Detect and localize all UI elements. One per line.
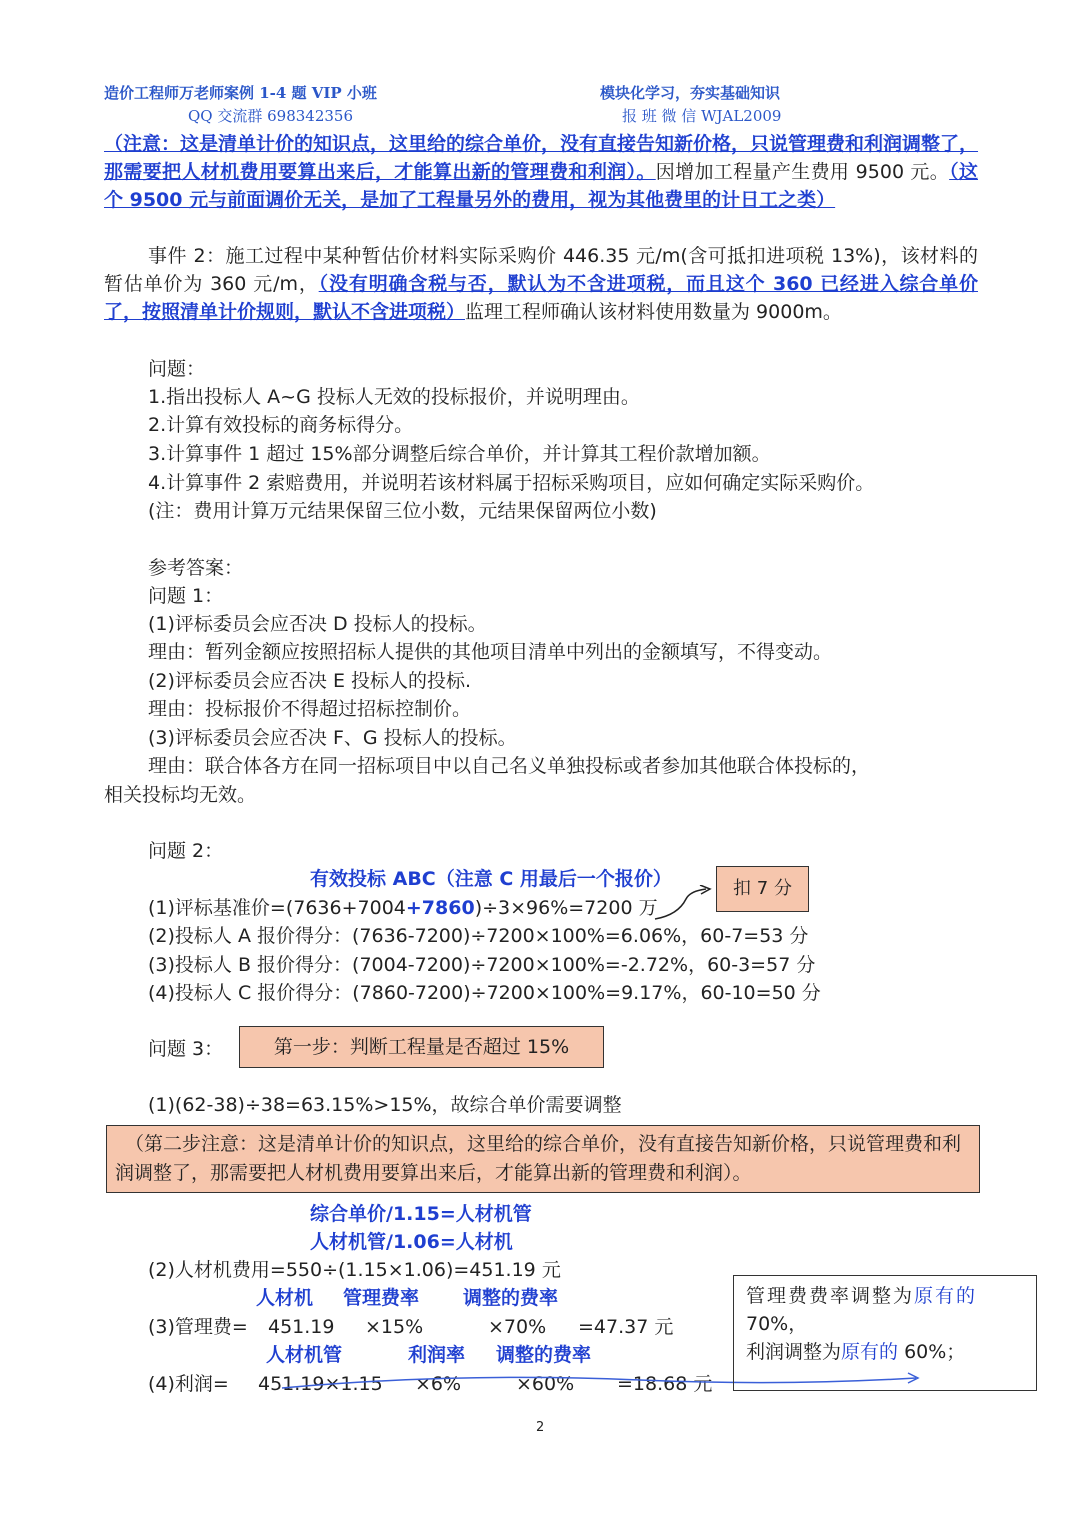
profit-base: 451.19×1.15: [258, 1373, 383, 1395]
answer-2-line-1-part-b: +7860: [405, 897, 475, 919]
mgmt-fee-rate: ×15%: [365, 1316, 424, 1338]
answer-1-line-4: 理由：投标报价不得超过招标控制价。: [148, 698, 472, 720]
intro-paragraph: [104, 130, 978, 214]
step2-note-text: （第二步注意：这是清单计价的知识点，这里给的综合单价，没有直接告知新价格，只说管理费和利润调整了，那需要把人材机费用要算出来后，才能算出新的管理费和利润）。: [115, 1133, 962, 1184]
label-labor-material-machine-mgmt: 人材机管: [266, 1344, 343, 1366]
mgmt-fee-base: 451.19: [268, 1316, 335, 1338]
question-2: 2.计算有效投标的商务标得分。: [148, 414, 414, 436]
step1-box: [239, 1026, 604, 1068]
step1-label: 第一步：判断工程量是否超过 15%: [273, 1036, 570, 1058]
question-1: 1.指出投标人 A~G 投标人无效的投标报价，并说明理由。: [148, 386, 640, 408]
intro-note-2: （这个 9500 元与前面调价无关，是加了工程量另外的费用，视为其他费里的计日工之类）: [104, 161, 978, 211]
event2-note: （没有明确含税与否，默认为不含进项税，而且这个 360 已经进入综合单价了，按照清单计价规则，默认不含进项税）: [104, 273, 978, 323]
profit-result: =18.68 元: [617, 1373, 713, 1395]
question-3: 3.计算事件 1 超过 15%部分调整后综合单价，并计算其工程价款增加额。: [148, 443, 771, 465]
questions-note: (注：费用计算万元结果保留三位小数，元结果保留两位小数): [148, 500, 657, 522]
adjustment-note-box: [733, 1275, 1037, 1391]
answer-3-line-1: (1)(62-38)÷38=63.15%>15%，故综合单价需要调整: [148, 1094, 622, 1116]
answer-1-line-1: (1)评标委员会应否决 D 投标人的投标。: [148, 613, 487, 635]
answer-3-line-2: (2)人材机费用=550÷(1.15×1.06)=451.19 元: [148, 1259, 561, 1281]
formula-1: 综合单价/1.15=人材机管: [310, 1203, 532, 1225]
answers-title: 参考答案：: [148, 557, 244, 579]
intro-note-1: （注意：这是清单计价的知识点，这里给的综合单价，没有直接告知新价格，只说管理费和利润调整了，那需要把人材机费用要算出来后，才能算出新的管理费和利润）。: [104, 133, 979, 183]
mgmt-fee-label: (3)管理费=: [148, 1316, 248, 1338]
header-right-line2: 报 班 微 信 WJAL2009: [622, 107, 782, 125]
mgmt-fee-result: =47.37 元: [578, 1316, 674, 1338]
answer-2-line-3: (3)投标人 B 报价得分：(7004-7200)÷7200×100%=-2.72%，60-3=57 分: [148, 954, 816, 976]
answer-1-title: 问题 1：: [148, 585, 224, 607]
label-adjusted-rate-1: 调整的费率: [463, 1287, 559, 1309]
adjustment-note-line-3: [746, 1338, 1024, 1366]
answer-2-line-1: [148, 894, 658, 922]
page-number: 2: [536, 1420, 545, 1435]
header-left-line1: 造价工程师万老师案例 1-4 题 VIP 小班: [104, 84, 377, 102]
header-right-line1: 模块化学习，夯实基础知识: [600, 84, 781, 102]
answer-1-line-7: 相关投标均无效。: [104, 784, 257, 806]
profit-adjust: ×60%: [516, 1373, 575, 1395]
adjustment-note-text-1: 管理费费率调整为: [746, 1285, 915, 1307]
deduct-box-label: 扣 7 分: [733, 878, 792, 899]
answer-1-line-3: (2)评标委员会应否决 E 投标人的投标.: [148, 670, 472, 692]
adjustment-note-highlight-2: 原有的: [841, 1341, 899, 1363]
event2-paragraph: [104, 242, 978, 326]
label-management-rate: 管理费率: [343, 1287, 420, 1309]
profit-rate: ×6%: [415, 1373, 462, 1395]
adjustment-note-line-1: [746, 1282, 1024, 1310]
answer-3-title: 问题 3：: [148, 1038, 224, 1060]
answer-1-line-2: 理由：暂列金额应按照招标人提供的其他项目清单中列出的金额填写，不得变动。: [148, 641, 833, 663]
answer-2-line-1-part-c: )÷3×96%=7200 万: [474, 897, 658, 919]
curved-arrow-icon: [650, 885, 720, 925]
adjustment-note-line-2: 70%，: [746, 1313, 808, 1335]
formula-2: 人材机管/1.06=人材机: [310, 1231, 513, 1253]
header-left-line2: QQ 交流群 698342356: [188, 107, 354, 125]
adjustment-note-text-2: 利润调整为: [746, 1341, 842, 1363]
answer-2-line-4: (4)投标人 C 报价得分：(7860-7200)÷7200×100%=9.17%，60-10=50 分: [148, 982, 821, 1004]
answer-2-line-1-part-a: (1)评标基准价=(7636+7004: [148, 897, 406, 919]
label-profit-rate: 利润率: [408, 1344, 466, 1366]
adjustment-note-highlight-1: 原有的: [914, 1285, 978, 1307]
answer-1-line-5: (3)评标委员会应否决 F、G 投标人的投标。: [148, 727, 517, 749]
intro-text-1: 因增加工程量产生费用 9500 元。: [655, 161, 950, 183]
answer-1-line-6: 理由：联合体各方在同一招标项目中以自己名义单独投标或者参加其他联合体投标的，: [148, 755, 871, 777]
label-labor-material-machine: 人材机: [256, 1287, 314, 1309]
adjustment-note-text-3: 60%；: [898, 1341, 966, 1363]
questions-title: 问题：: [148, 358, 206, 380]
question-4: 4.计算事件 2 索赔费用，并说明若该材料属于招标采购项目，应如何确定实际采购价。: [148, 472, 875, 494]
mgmt-fee-adjust: ×70%: [488, 1316, 547, 1338]
answer-2-title: 问题 2：: [148, 840, 224, 862]
deduct-7-points-box: [716, 866, 809, 912]
label-adjusted-rate-2: 调整的费率: [496, 1344, 592, 1366]
event2-text-2: 监理工程师确认该材料使用数量为 9000m。: [465, 301, 842, 323]
step2-note-box: [106, 1125, 980, 1193]
answer-2-line-2: (2)投标人 A 报价得分：(7636-7200)÷7200×100%=6.06%，60-7=53 分: [148, 925, 809, 947]
event2-text-1: 事件 2：施工过程中某种暂估价材料实际采购价 446.35 元/m(含可抵扣进项税 13%)，该材料的暂估单价为 360 元/m，: [104, 245, 978, 295]
profit-label: (4)利润=: [148, 1373, 229, 1395]
answer-2-valid-bids-note: 有效投标 ABC（注意 C 用最后一个报价）: [310, 868, 672, 890]
